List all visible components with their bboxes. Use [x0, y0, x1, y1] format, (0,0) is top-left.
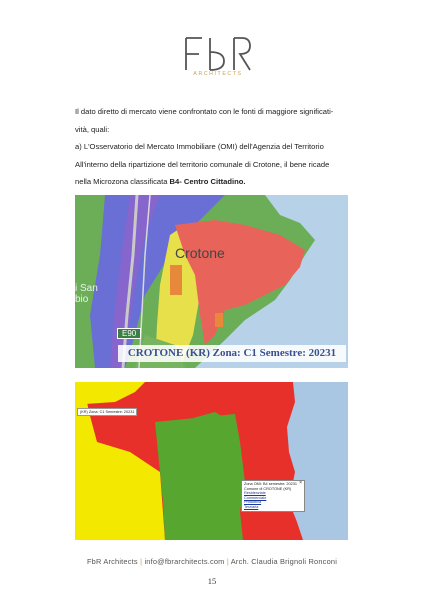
- popup-comune: Comune di CROTONE (KR): [244, 486, 292, 491]
- popup-title: Zona OMI: B4 semestre: 20231: [244, 482, 297, 486]
- map-city-label: Crotone: [175, 245, 225, 261]
- road-label-e90: E90: [117, 328, 141, 339]
- popup-link-residenziale[interactable]: Residenziale: [244, 491, 266, 496]
- page-footer: [0, 557, 424, 566]
- logo-subtitle: ARCHITECTS: [193, 71, 243, 77]
- popup-link-produttiva[interactable]: Produttiva: [244, 500, 262, 505]
- body-line-2: vità, quali:: [75, 125, 110, 134]
- map-2-graphic: [75, 382, 348, 540]
- map-caption: CROTONE (KR) Zona: C1 Semestre: 20231: [118, 345, 346, 362]
- popup-link-commerciale[interactable]: Commerciale: [244, 495, 267, 500]
- zone-popup[interactable]: [241, 480, 305, 512]
- body-line-5: [75, 177, 350, 187]
- small-zone-label: (KR) Zona: C1 Semestre: 20231: [77, 408, 137, 416]
- footer-separator: |: [140, 557, 143, 566]
- omi-map-detail: [75, 382, 348, 540]
- footer-separator: |: [226, 557, 229, 566]
- popup-close-icon[interactable]: ×: [299, 480, 302, 486]
- footer-architect: Arch. Claudia Brignoli Ronconi: [230, 557, 338, 566]
- map-place-label: i San bio: [75, 283, 98, 305]
- body-line-4: All'interno della ripartizione del territorio comunale di Crotone, il bene ricade: [75, 160, 330, 169]
- body-line-3: a) L'Osservatorio del Mercato Immobiliare (OMI) dell'Agenzia del Territorio: [75, 142, 324, 151]
- page-number: 15: [207, 576, 217, 586]
- body-line-5-prefix: nella Microzona classificata: [75, 177, 170, 186]
- footer-company: FbR Architects: [86, 557, 138, 566]
- omi-map-overview: [75, 195, 348, 368]
- map-1-graphic: [75, 195, 348, 368]
- footer-email[interactable]: info@fbrarchitects.com: [144, 557, 225, 566]
- body-line-1: Il dato diretto di mercato viene confrontato con le fonti di maggiore significati-: [75, 107, 334, 116]
- popup-link-terziaria[interactable]: Terziaria: [244, 504, 259, 509]
- microzone-name: B4- Centro Cittadino.: [169, 177, 246, 186]
